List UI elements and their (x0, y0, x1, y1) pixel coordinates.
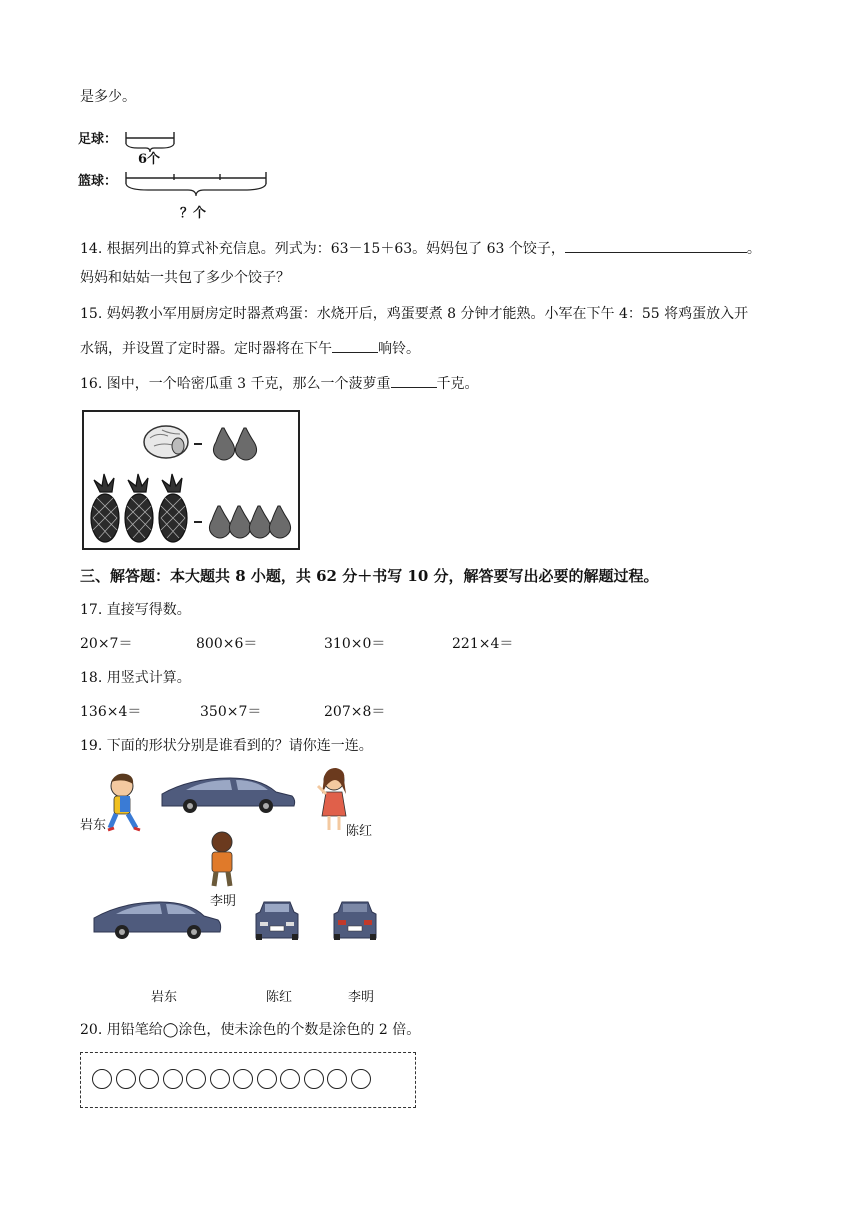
car-side-icon (162, 778, 295, 813)
question-17-title: 17. 直接写得数。 (80, 602, 191, 618)
question-18-title: 18. 用竖式计算。 (80, 670, 191, 686)
circle-to-color[interactable] (257, 1069, 277, 1089)
person-label-chenhong: 陈红 (346, 824, 373, 839)
question-15-line2 (80, 338, 420, 358)
melon-icon (144, 426, 188, 458)
q16-text-end: 千克。 (436, 376, 479, 392)
pineapple-icon (91, 474, 187, 542)
football-count: 6个 (138, 152, 161, 167)
q17-item: 221×4＝ (452, 636, 514, 652)
fruit-balance-figure (82, 410, 300, 550)
car-side-view-option-icon (94, 902, 221, 939)
fruit-illustration (84, 412, 298, 548)
q14-text: 14. 根据列出的算式补充信息。列式为：63－15＋63。妈妈包了 63 个饺子， (80, 241, 565, 257)
section-3-heading: 三、解答题：本大题共 8 小题，共 62 分＋书写 10 分，解答要写出必要的解题过程。 (80, 567, 659, 585)
q15-text: 水锅，并设置了定时器。定时器将在下午 (80, 341, 332, 357)
car-rear-view-option-icon (334, 902, 376, 940)
child-liming-icon (212, 832, 232, 886)
q14-period: 。 (746, 241, 761, 257)
child-chenhong-icon (318, 768, 346, 830)
q15-answer-blank[interactable] (332, 338, 378, 353)
bar-diagram (78, 118, 278, 222)
question-15-line1: 15. 妈妈教小军用厨房定时器煮鸡蛋：水烧开后，鸡蛋要煮 8 分钟才能熟。小军在下午 4：55 将鸡蛋放入开 (80, 306, 749, 322)
child-yandong-icon (108, 774, 140, 830)
person-label-liming: 李明 (210, 894, 237, 909)
view-illustration (80, 766, 400, 1006)
circle-to-color[interactable] (139, 1069, 159, 1089)
continued-text: 是多少。 (80, 89, 136, 105)
pear-icon (213, 428, 256, 460)
q15-text-end: 响铃。 (378, 341, 420, 357)
circle-to-color[interactable] (327, 1069, 347, 1089)
circle-to-color[interactable] (304, 1069, 324, 1089)
question-14-line2: 妈妈和姑姑一共包了多少个饺子？ (80, 270, 290, 286)
q17-item: 20×7＝ (80, 636, 133, 652)
q16-text: 16. 图中，一个哈密瓜重 3 千克，那么一个菠萝重 (80, 376, 391, 392)
question-20-title: 20. 用铅笔给◯涂色，使未涂色的个数是涂色的 2 倍。 (80, 1022, 421, 1038)
view-label-liming[interactable]: 李明 (348, 990, 375, 1005)
football-label: 足球： (78, 132, 118, 147)
q18-item: 350×7＝ (200, 704, 262, 720)
view-matching-figure (80, 766, 400, 1006)
view-label-chenhong[interactable]: 陈红 (266, 990, 293, 1005)
circle-to-color[interactable] (116, 1069, 136, 1089)
bar-lines (78, 118, 278, 222)
pear-icon (209, 506, 290, 538)
car-front-view-option-icon (256, 902, 298, 940)
circle-to-color[interactable] (163, 1069, 183, 1089)
q17-item: 800×6＝ (196, 636, 258, 652)
q18-item: 136×4＝ (80, 704, 142, 720)
circle-to-color[interactable] (233, 1069, 253, 1089)
person-label-yandong: 岩东 (80, 818, 107, 833)
question-19-title: 19. 下面的形状分别是谁看到的？请你连一连。 (80, 738, 373, 754)
circle-to-color[interactable] (186, 1069, 206, 1089)
q17-item: 310×0＝ (324, 636, 386, 652)
circles-box (80, 1052, 416, 1108)
question-16 (80, 373, 479, 393)
circle-to-color[interactable] (92, 1069, 112, 1089)
question-14-line1 (80, 238, 761, 258)
view-label-yandong[interactable]: 岩东 (151, 990, 178, 1005)
circle-to-color[interactable] (351, 1069, 371, 1089)
circle-to-color[interactable] (210, 1069, 230, 1089)
q14-answer-blank[interactable] (565, 238, 747, 253)
basketball-label: 篮球： (78, 174, 118, 189)
circles-row (92, 1069, 374, 1093)
q18-item: 207×8＝ (324, 704, 386, 720)
q16-answer-blank[interactable] (391, 373, 437, 388)
circle-to-color[interactable] (280, 1069, 300, 1089)
basketball-question: ？个 (180, 206, 207, 221)
